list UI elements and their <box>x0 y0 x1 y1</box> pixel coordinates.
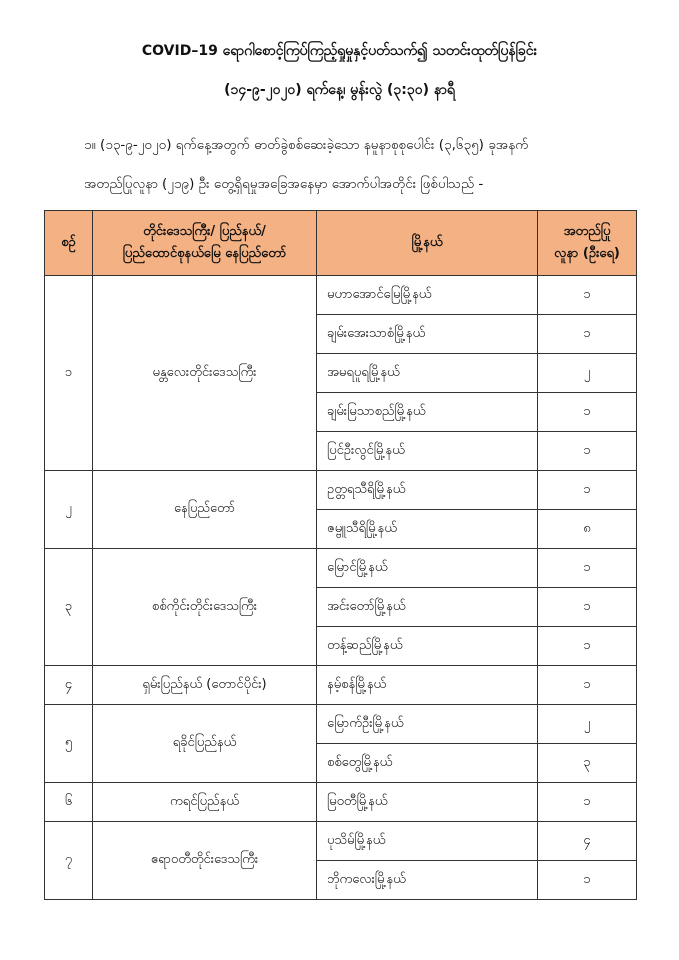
header-township: မြို့နယ် <box>317 211 538 276</box>
row-count: ၈ <box>538 510 637 549</box>
cases-table <box>44 210 637 900</box>
header-region-line-1: တိုင်းဒေသကြီး/ ပြည်နယ်/ <box>143 224 266 239</box>
row-region: ကရင်ပြည်နယ် <box>93 783 317 822</box>
row-count: ၃ <box>538 744 637 783</box>
row-count: ၁ <box>538 393 637 432</box>
header-count <box>538 211 637 276</box>
row-township: အမရပူရမြို့နယ် <box>317 354 538 393</box>
row-region: နေပြည်တော် <box>93 471 317 549</box>
row-no: ၁ <box>45 276 93 471</box>
row-count: ၁ <box>538 666 637 705</box>
row-township: ဥတ္တရသီရိမြို့နယ် <box>317 471 538 510</box>
row-region: စစ်ကိုင်းတိုင်းဒေသကြီး <box>93 549 317 666</box>
row-region: ဧရာဝတီတိုင်းဒေသကြီး <box>93 822 317 900</box>
table-row <box>45 471 637 510</box>
table-row <box>45 666 637 705</box>
intro-line-1: ၁။ (၁၃-၉-၂၀၂၀) ရက်နေ့အတွက် ဓာတ်ခွဲစစ်ဆေးခဲ့သော နမူနာစုစုပေါင်း (၃,၆၃၅) ခုအနက် <box>84 137 529 153</box>
row-township: ဇမ္ဗူသီရိမြို့နယ် <box>317 510 538 549</box>
row-count: ၁ <box>538 588 637 627</box>
header-count-line-2: လူနာ (ဦးရေ) <box>554 246 620 261</box>
row-no: ၄ <box>45 666 93 705</box>
row-count: ၂ <box>538 354 637 393</box>
row-count: ၁ <box>538 549 637 588</box>
row-region: ရခိုင်ပြည်နယ် <box>93 705 317 783</box>
row-township: ချမ်းအေးသာစံမြို့နယ် <box>317 315 538 354</box>
row-no: ၆ <box>45 783 93 822</box>
table-row <box>45 783 637 822</box>
table-row <box>45 705 637 744</box>
row-township: မြောက်ဦးမြို့နယ် <box>317 705 538 744</box>
table-row <box>45 276 637 315</box>
row-count: ၁ <box>538 471 637 510</box>
header-region <box>93 211 317 276</box>
document-datetime: (၁၄-၉-၂၀၂၀) ရက်နေ့၊ မွန်းလွဲ (၃:၃၀) နာရီ <box>224 82 455 98</box>
row-count: ၁ <box>538 276 637 315</box>
row-township: မဟာအောင်မြေမြို့နယ် <box>317 276 538 315</box>
row-township: နမ့်စန်မြို့နယ် <box>317 666 538 705</box>
header-region-line-2: ပြည်ထောင်စုနယ်မြေ နေပြည်တော် <box>122 246 287 261</box>
row-township: တန့်ဆည်မြို့နယ် <box>317 627 538 666</box>
row-no: ၂ <box>45 471 93 549</box>
row-no: ၇ <box>45 822 93 900</box>
row-region: ရှမ်းပြည်နယ် (တောင်ပိုင်း) <box>93 666 317 705</box>
row-township: မြဝတီမြို့နယ် <box>317 783 538 822</box>
row-no: ၅ <box>45 705 93 783</box>
row-township: ပြင်ဦးလွင်မြို့နယ် <box>317 432 538 471</box>
row-count: ၁ <box>538 432 637 471</box>
table-row <box>45 822 637 861</box>
table-row <box>45 549 637 588</box>
row-township: အင်းတော်မြို့နယ် <box>317 588 538 627</box>
row-count: ၁ <box>538 783 637 822</box>
row-count: ၁ <box>538 315 637 354</box>
intro-line-2: အတည်ပြုလူနာ (၂၁၉) ဦး တွေ့ရှိရမှုအခြေအနေမှာ အောက်ပါအတိုင်း ဖြစ်ပါသည် - <box>84 176 484 192</box>
row-count: ၂ <box>538 705 637 744</box>
row-township: စစ်တွေမြို့နယ် <box>317 744 538 783</box>
row-township: ပုသိမ်မြို့နယ် <box>317 822 538 861</box>
row-count: ၁ <box>538 861 637 900</box>
row-region: မန္တလေးတိုင်းဒေသကြီး <box>93 276 317 471</box>
row-township: ဘိုကလေးမြို့နယ် <box>317 861 538 900</box>
header-count-line-1: အတည်ပြု <box>563 224 611 239</box>
row-count: ၁ <box>538 627 637 666</box>
row-township: ချမ်းမြသာစည်မြို့နယ် <box>317 393 538 432</box>
row-no: ၃ <box>45 549 93 666</box>
row-township: မြောင်မြို့နယ် <box>317 549 538 588</box>
header-no: စဉ် <box>45 211 93 276</box>
table-header-row <box>45 211 637 276</box>
table-body <box>45 276 637 900</box>
row-count: ၄ <box>538 822 637 861</box>
document-title: COVID–19 ရောဂါစောင့်ကြပ်ကြည့်ရှုမှုနှင့်ပတ်သက်၍ သတင်းထုတ်ပြန်ခြင်း <box>141 43 538 59</box>
